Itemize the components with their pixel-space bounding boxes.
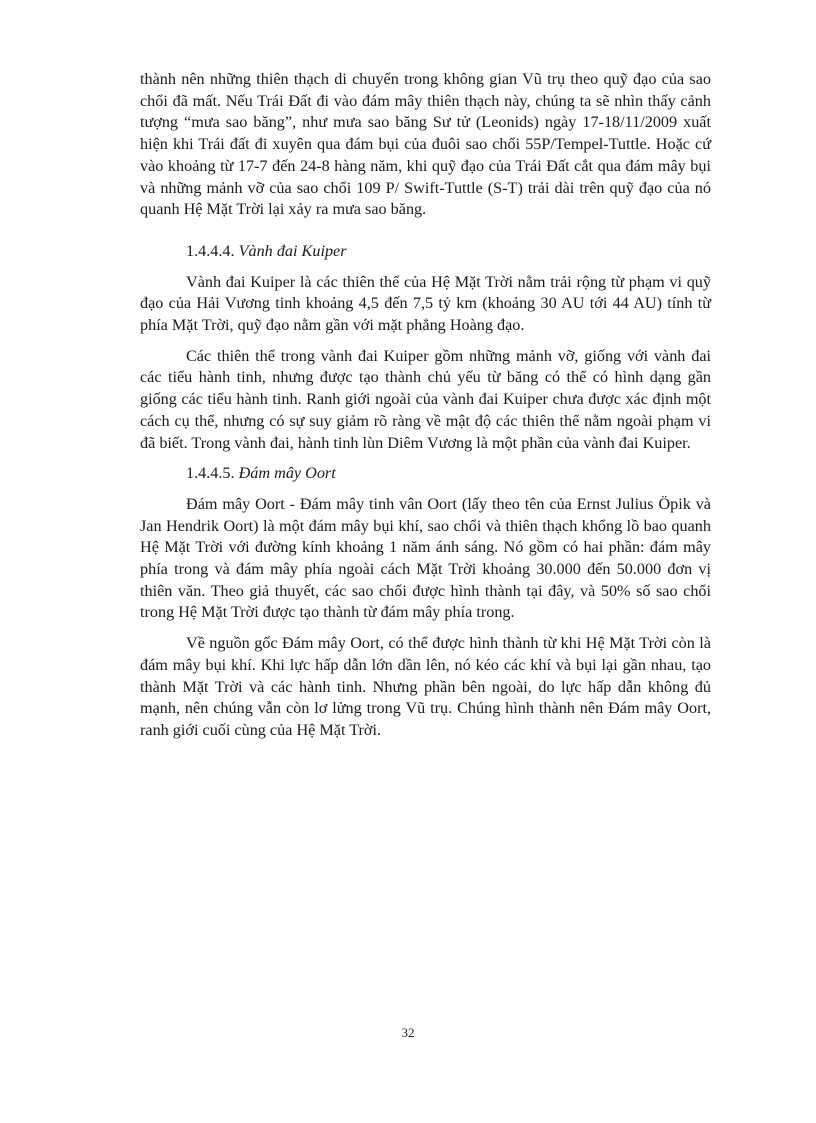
page-number: 32	[401, 1025, 415, 1040]
section-heading-kuiper-belt	[140, 241, 711, 263]
section-heading-oort-cloud	[140, 463, 711, 485]
document-body	[140, 69, 711, 742]
section-number: 1.4.4.5.	[186, 464, 235, 483]
section-number: 1.4.4.4.	[186, 241, 235, 260]
section-title: Vành đai Kuiper	[238, 241, 347, 260]
paragraph-kuiper-definition: Vành đai Kuiper là các thiên thể của Hệ Mặt Trời nằm trải rộng từ phạm vi quỹ đạo của Hải Vương tinh khoảng 4,5 đến 7,5 tỷ km (khoảng 30 AU tới 44 AU) tính từ phía Mặt Trời, quỹ đạo nằm gần với mặt phẳng Hoàng đạo.	[140, 272, 711, 335]
paragraph-oort-definition: Đám mây Oort - Đám mây tinh vân Oort (lấy theo tên của Ernst Julius Öpik và Jan Hendrik Oort) là một đám mây bụi khí, sao chổi và thiên thạch khổng lồ bao quanh Hệ Mặt Trời với đường kính khoảng 1 năm ánh sáng. Nó gồm có hai phần: đám mây phía trong và đám mây phía ngoài cách Mặt Trời khoảng 30.000 đến 50.000 đơn vị thiên văn. Theo giả thuyết, các sao chổi được hình thành tại đây, và 50% số sao chổi trong Hệ Mặt Trời được tạo thành từ đám mây phía trong.	[140, 494, 711, 622]
paragraph-oort-origin: Về nguồn gốc Đám mây Oort, có thể được hình thành từ khi Hệ Mặt Trời còn là đám mây bụi khí. Khi lực hấp dẫn lớn dần lên, nó kéo các khí và bụi lại gần nhau, tạo thành Mặt Trời và các hành tinh. Nhưng phần bên ngoài, do lực hấp dẫn không đủ mạnh, nên chúng vẫn còn lơ lửng trong Vũ trụ. Chúng hình thành nên Đám mây Oort, ranh giới cuối cùng của Hệ Mặt Trời.	[140, 634, 711, 739]
paragraph-meteor-showers: thành nên những thiên thạch di chuyển trong không gian Vũ trụ theo quỹ đạo của sao chổi đã mất. Nếu Trái Đất đi vào đám mây thiên thạch này, chúng ta sẽ nhìn thấy cảnh tượng “mưa sao băng”, như mưa sao băng Sư tử (Leonids) ngày 17-18/11/2009 xuất hiện khi Trái đất đi xuyên qua đám bụi của đuôi sao chổi 55P/Tempel-Tuttle. Hoặc cứ vào khoảng từ 17-7 đến 24-8 hàng năm, khi quỹ đạo của Trái Đất cắt qua đám mây bụi và những mảnh vỡ của sao chổi 109 P/ Swift-Tuttle (S-T) trải dài trên quỹ đạo của nó quanh Hệ Mặt Trời lại xảy ra mưa sao băng.	[140, 70, 711, 219]
paragraph-kuiper-objects: Các thiên thể trong vành đai Kuiper gồm những mảnh vỡ, giống với vành đai các tiểu hành tinh, nhưng được tạo thành chủ yếu từ băng có thể có hình dạng gần giống các tiểu hành tinh. Ranh giới ngoài của vành đai Kuiper chưa được xác định một cách cụ thể, nhưng có sự suy giảm rõ ràng về mật độ các thiên thể nằm ngoài phạm vi đã biết. Trong vành đai, hành tinh lùn Diêm Vương là một phần của vành đai Kuiper.	[140, 346, 711, 452]
section-title: Đám mây Oort	[238, 464, 336, 483]
